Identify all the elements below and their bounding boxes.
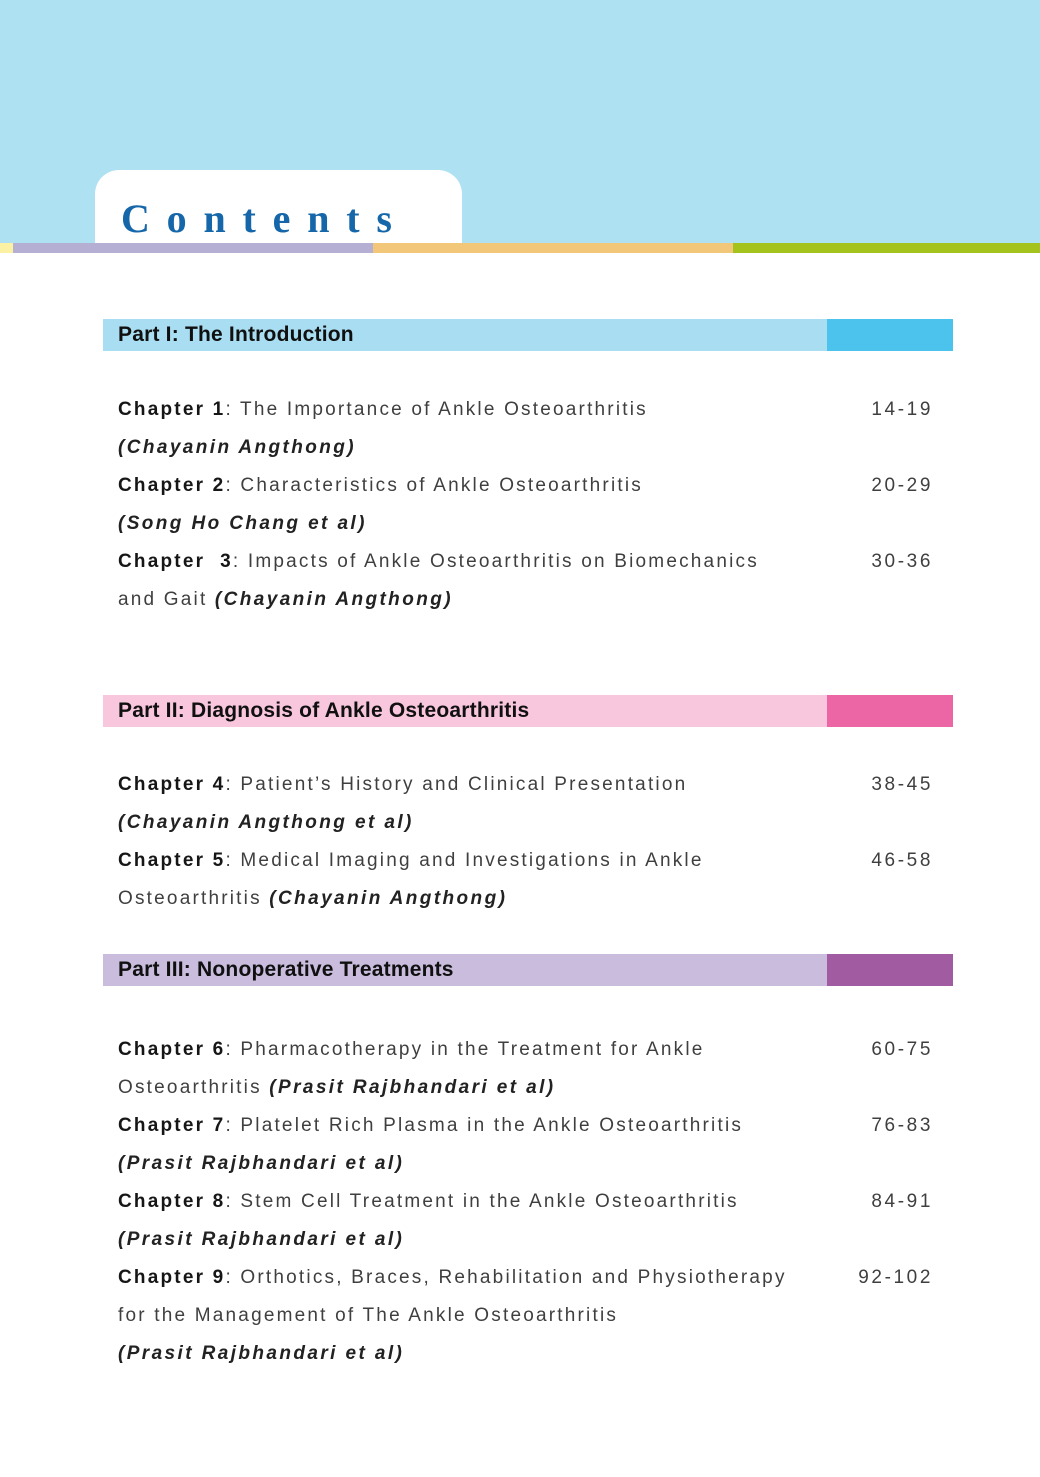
chapter-1-page-range: 14-19	[871, 399, 933, 420]
chapter-6-page-range: 60-75	[871, 1039, 933, 1060]
chapter-9-title-cont: for the Management of The Ankle Osteoarthritis	[118, 1305, 619, 1326]
chapter-8-label: Chapter 8	[118, 1191, 226, 1212]
chapter-7-title: : Platelet Rich Plasma in the Ankle Osteoarthritis	[225, 1115, 744, 1136]
toc-entry-chapter-6	[118, 1031, 933, 1107]
chapter-1-label: Chapter 1	[118, 399, 226, 420]
chapter-9-title: : Orthotics, Braces, Rehabilitation and Physiotherapy	[225, 1267, 787, 1288]
page-title: Contents	[121, 196, 409, 241]
toc-entry-chapter-5	[118, 842, 933, 918]
chapter-5-title: : Medical Imaging and Investigations in Ankle	[225, 850, 704, 871]
chapter-5-label: Chapter 5	[118, 850, 226, 871]
chapter-4-title: : Patient’s History and Clinical Presentation	[225, 774, 688, 795]
chapter-5-title-cont: Osteoarthritis	[118, 888, 270, 909]
chapter-1-author: (Chayanin Angthong)	[118, 437, 357, 458]
chapter-1-title: : The Importance of Ankle Osteoarthritis	[225, 399, 648, 420]
chapter-5-page-range: 46-58	[871, 850, 933, 871]
chapter-9-page-range: 92-102	[858, 1267, 933, 1288]
chapter-6-title-cont: Osteoarthritis	[118, 1077, 270, 1098]
toc-entry-chapter-3	[118, 543, 933, 619]
chapter-9-label: Chapter 9	[118, 1267, 226, 1288]
chapter-7-label: Chapter 7	[118, 1115, 226, 1136]
part-1-header-bar	[103, 319, 953, 351]
part-1-title: Part I: The Introduction	[118, 323, 354, 346]
toc-entry-chapter-2	[118, 467, 933, 543]
toc-entry-chapter-1	[118, 391, 933, 467]
chapter-3-title-cont: and Gait	[118, 589, 215, 610]
part-2-title: Part II: Diagnosis of Ankle Osteoarthritis	[118, 699, 530, 722]
chapter-3-label: Chapter 3	[118, 551, 233, 572]
chapter-3-page-range: 30-36	[871, 551, 933, 572]
toc-entry-chapter-4	[118, 766, 933, 842]
chapter-3-author: (Chayanin Angthong)	[214, 589, 453, 610]
toc-entry-chapter-9	[118, 1259, 933, 1373]
chapter-6-label: Chapter 6	[118, 1039, 226, 1060]
part-1-accent-block	[827, 319, 953, 351]
toc-entry-chapter-8	[118, 1183, 933, 1259]
chapter-8-title: : Stem Cell Treatment in the Ankle Osteoarthritis	[225, 1191, 739, 1212]
contents-title-box	[95, 170, 462, 243]
part-3-title: Part III: Nonoperative Treatments	[118, 958, 454, 981]
part-3-header-bar	[103, 954, 953, 986]
chapter-5-author: (Chayanin Angthong)	[269, 888, 508, 909]
part-2-header-bar	[103, 695, 953, 727]
rule-segment-yellow	[0, 243, 13, 253]
chapter-7-author: (Prasit Rajbhandari et al)	[118, 1153, 405, 1174]
decorative-rule	[0, 243, 1040, 253]
chapter-8-author: (Prasit Rajbhandari et al)	[118, 1229, 405, 1250]
part-3-accent-block	[827, 954, 953, 986]
hero-band	[0, 0, 1040, 243]
chapter-4-author: (Chayanin Angthong et al)	[118, 812, 414, 833]
toc-entry-chapter-7	[118, 1107, 933, 1183]
chapter-4-page-range: 38-45	[871, 774, 933, 795]
rule-segment-lavender	[13, 243, 373, 253]
chapter-2-label: Chapter 2	[118, 475, 226, 496]
part-2-chapter-list	[118, 766, 933, 918]
rule-segment-orange	[373, 243, 733, 253]
part-2-accent-block	[827, 695, 953, 727]
chapter-2-title: : Characteristics of Ankle Osteoarthritis	[225, 475, 643, 496]
chapter-2-author: (Song Ho Chang et al)	[118, 513, 367, 534]
chapter-7-page-range: 76-83	[871, 1115, 933, 1136]
chapter-6-author: (Prasit Rajbhandari et al)	[269, 1077, 556, 1098]
chapter-6-title: : Pharmacotherapy in the Treatment for Ankle	[225, 1039, 705, 1060]
chapter-8-page-range: 84-91	[871, 1191, 933, 1212]
chapter-4-label: Chapter 4	[118, 774, 226, 795]
part-3-chapter-list	[118, 1031, 933, 1373]
chapter-9-author: (Prasit Rajbhandari et al)	[118, 1343, 405, 1364]
rule-segment-green	[733, 243, 1040, 253]
part-1-chapter-list	[118, 391, 933, 619]
chapter-2-page-range: 20-29	[871, 475, 933, 496]
chapter-3-title: : Impacts of Ankle Osteoarthritis on Biomechanics	[232, 551, 759, 572]
